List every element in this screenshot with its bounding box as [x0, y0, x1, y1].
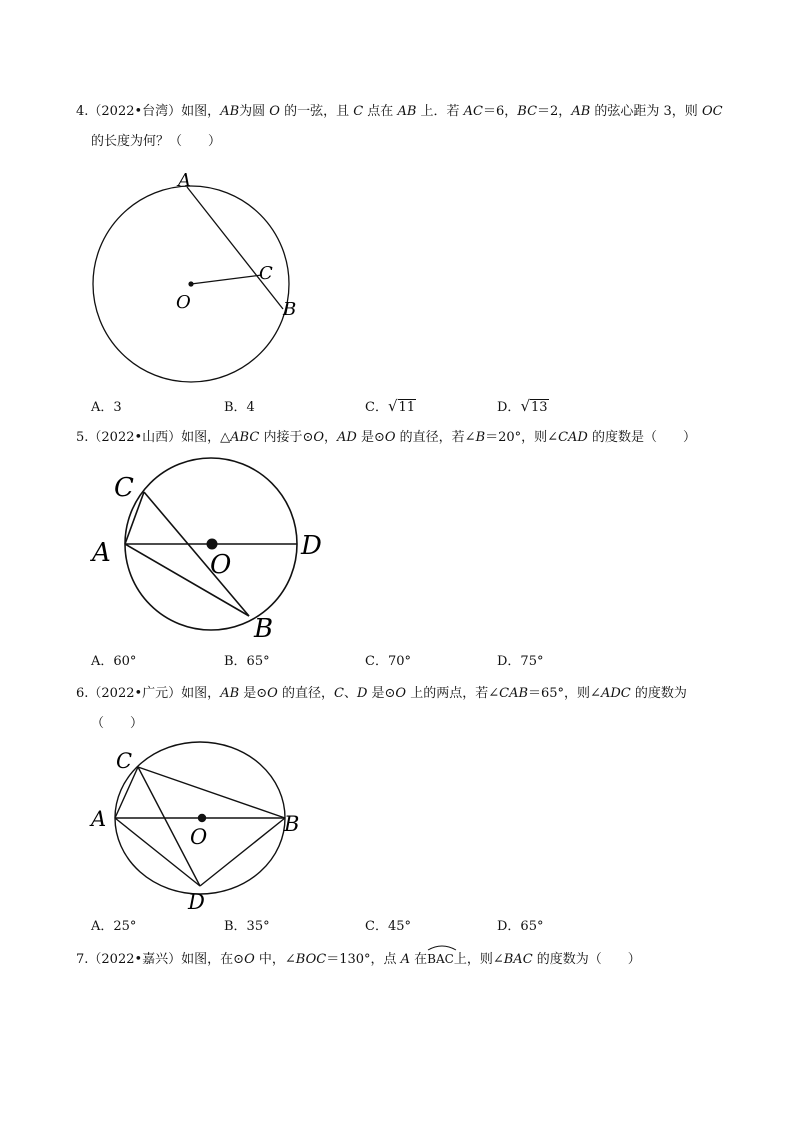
q6-source: （2022•广元） — [88, 686, 182, 701]
q5-option-d[interactable]: D．75° — [497, 654, 544, 669]
q5-number: 5. — [76, 430, 89, 445]
q4-stem-line1: 4.（2022•台湾）如图，AB为圆 O 的一弦，且 C 点在 AB 上．若 AC＝6，BC＝2，AB 的弦心距为 3，则 OC — [76, 104, 723, 119]
q7-stem: 7.（2022•嘉兴）如图，在⊙O 中，∠BOC＝130°，点 A 在 BAC上，则∠BAC 的度数为（ ） — [76, 950, 641, 969]
q5-label-o: O — [210, 550, 232, 580]
q5-label-a: A — [92, 538, 111, 568]
q6-chord-ac — [115, 767, 138, 818]
q4-center-dot — [188, 281, 193, 286]
q7-arc-bac — [427, 950, 454, 968]
q5-figure — [84, 456, 344, 646]
q4-chord-ab — [187, 187, 283, 309]
q4-option-a[interactable]: A．3 — [91, 400, 122, 415]
q6-number: 6. — [76, 686, 89, 701]
q4-label-b: B — [283, 299, 297, 320]
q6-option-a[interactable]: A．25° — [91, 919, 137, 934]
q6-option-b[interactable]: B．35° — [224, 919, 270, 934]
q4-segment-oc — [191, 275, 262, 284]
q6-center-dot — [198, 814, 206, 822]
q6-stem-line1: 6.（2022•广元）如图，AB 是⊙O 的直径，C、D 是⊙O 上的两点，若∠CAB＝65°，则∠ADC 的度数为 — [76, 686, 687, 701]
q6-option-d[interactable]: D．65° — [497, 919, 544, 934]
q5-chord-cb — [144, 492, 249, 616]
q5-option-c[interactable]: C．70° — [365, 654, 411, 669]
q5-source: （2022•山西） — [88, 430, 182, 445]
q4-option-c[interactable]: C．√11 — [365, 397, 416, 415]
q7-number: 7. — [76, 952, 89, 967]
q4-option-d[interactable]: D．√13 — [497, 397, 548, 415]
q7-source: （2022•嘉兴） — [88, 952, 182, 967]
q5-center-dot — [207, 539, 218, 550]
q4-option-b[interactable]: B．4 — [224, 400, 255, 415]
q5-stem: 5.（2022•山西）如图，△ABC 内接于⊙O，AD 是⊙O 的直径，若∠B＝20°，则∠CAD 的度数是（ ） — [76, 430, 696, 445]
q4-label-c: C — [259, 263, 273, 284]
q4-figure — [84, 166, 314, 402]
q6-label-b: B — [284, 812, 300, 836]
q5-label-d: D — [301, 531, 322, 561]
q6-label-d: D — [188, 890, 205, 914]
q6-label-c: C — [116, 749, 133, 773]
q6-chord-ad — [115, 818, 200, 886]
q5-label-c: C — [114, 473, 134, 503]
q6-stem-line2: （ ） — [91, 716, 144, 731]
q6-chord-bd — [200, 818, 285, 886]
q4-source: （2022•台湾） — [88, 104, 182, 119]
q5-label-b: B — [254, 614, 274, 644]
q5-option-a[interactable]: A．60° — [91, 654, 137, 669]
q4-stem-line2: 的长度为何？（ ） — [91, 134, 222, 149]
q5-option-b[interactable]: B．65° — [224, 654, 270, 669]
q4-label-o: O — [176, 292, 191, 313]
q6-label-o: O — [190, 825, 208, 849]
q4-number: 4. — [76, 104, 89, 119]
q6-label-a: A — [91, 807, 107, 831]
q6-figure — [84, 738, 324, 916]
q4-label-a: A — [178, 170, 191, 191]
q6-option-c[interactable]: C．45° — [365, 919, 411, 934]
q7-arc-label: BAC — [427, 952, 454, 966]
